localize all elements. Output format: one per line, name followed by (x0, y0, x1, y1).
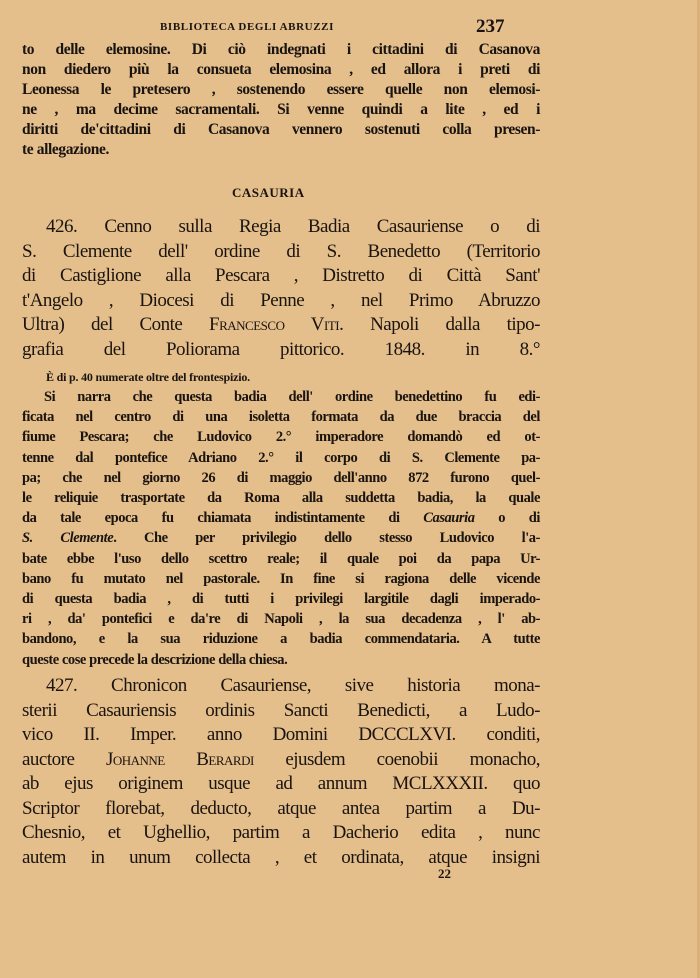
text-segment: te allegazione. (22, 141, 109, 158)
text-line (22, 313, 540, 338)
text-segment: non diedero più la consueta elemosina , ed allora i preti di (22, 61, 540, 78)
text-line (22, 427, 540, 447)
text-line (22, 609, 540, 629)
text-segment: di Castiglione alla Pescara , Distretto di Città Sant' (22, 265, 540, 286)
entry-427-citation (22, 674, 540, 870)
text-line (22, 699, 540, 724)
text-line (22, 120, 540, 140)
text-segment: vico II. Imper. anno Domini DCCCLXVI. conditi, (22, 724, 540, 745)
text-line (22, 60, 540, 80)
text-line (22, 289, 540, 314)
entry-426-description (22, 387, 540, 670)
text-segment: 426. Cenno sulla Regia Badia Casauriense o di (46, 216, 540, 237)
entry-426-citation (22, 215, 540, 362)
text-segment: ejusdem coenobii monacho, (253, 748, 540, 770)
text-segment: t'Angelo , Diocesi di Penne , nel Primo Abruzzo (22, 289, 540, 311)
text-segment: le reliquie trasportate da Roma alla suddetta badia, la quale (22, 490, 540, 507)
text-segment: sterii Casauriensis ordinis Sancti Benedicti, a Ludo- (22, 699, 540, 721)
text-segment: S. Clemente dell' ordine di S. Benedetto (Territorio (22, 240, 540, 262)
running-title: BIBLIOTECA DEGLI ABRUZZI (160, 21, 334, 33)
text-line (22, 821, 540, 846)
text-line (22, 40, 540, 60)
text-segment: bano fu mutato nel pastorale. In fine si ragiona delle vicende (22, 570, 540, 587)
text-line (22, 407, 540, 427)
text-line (22, 674, 540, 699)
text-line (22, 569, 540, 589)
text-segment: o di (474, 510, 540, 527)
text-segment: auctore (22, 748, 106, 770)
text-segment: Ultra) del Conte (22, 314, 210, 335)
text-segment: Scriptor florebat, deducto, atque antea partim a Du- (22, 797, 540, 819)
text-line (22, 589, 540, 609)
author-name: Francesco Viti (209, 314, 340, 335)
italic-text: S. Clemente (22, 530, 114, 547)
continuation-paragraph (22, 40, 540, 160)
text-segment: diritti de'cittadini di Casanova vennero sostenuti colla presen- (22, 121, 540, 138)
signature-mark: 22 (438, 866, 451, 881)
author-name: Johanne Berardi (105, 748, 254, 770)
text-line (22, 650, 540, 670)
text-segment: 427. Chronicon Casauriense, sive historia mona- (46, 675, 540, 696)
text-line (22, 468, 540, 488)
italic-text: Casauria (423, 510, 475, 527)
text-segment: Leonessa le pretesero , sostenendo essere quelle non elemosi- (22, 81, 540, 98)
text-line (22, 140, 540, 160)
text-line (22, 448, 540, 468)
page-number: 237 (476, 16, 505, 37)
text-line (22, 215, 540, 240)
text-segment: to delle elemosine. Di ciò indegnati i cittadini di Casanova (22, 41, 540, 58)
text-line (22, 846, 540, 871)
text-line (22, 723, 540, 748)
text-segment: Chesnio, et Ughellio, partim a Dacherio edita , nunc (22, 822, 540, 843)
text-line (22, 80, 540, 100)
text-line (22, 387, 540, 407)
text-line (22, 488, 540, 508)
text-segment: ab ejus originem usque ad annum MCLXXXII. quo (22, 773, 540, 794)
text-segment: fiume Pescara; che Ludovico 2.° imperadore domandò ed ot- (22, 429, 540, 446)
text-segment: . Che per privilegio dello stesso Ludovico l'a- (113, 530, 540, 547)
text-segment: Si narra che questa badia dell' ordine benedettino fu edi- (44, 389, 540, 405)
text-segment: tenne dal pontefice Adriano 2.° il corpo di S. Clemente pa- (22, 449, 540, 466)
entry-426-note: È di p. 40 numerate oltre del frontespizio. (46, 370, 250, 384)
text-line (22, 264, 540, 289)
text-segment: grafia del Poliorama pittorico. 1848. in 8.° (22, 338, 540, 360)
section-title: CASAURIA (232, 185, 305, 200)
text-line (22, 629, 540, 649)
text-segment: ri , da' pontefici e da're di Napoli , la sua decadenza , l' ab- (22, 611, 540, 628)
text-line (22, 240, 540, 265)
text-segment: queste cose precede la descrizione della chiesa. (22, 651, 288, 668)
text-line (22, 797, 540, 822)
text-line (22, 528, 540, 548)
text-segment: bandono, e la sua riduzione a badia commendataria. A tutte (22, 631, 540, 648)
text-line (22, 549, 540, 569)
text-segment: ne , ma decime sacramentali. Si venne quindi a lite , ed i (22, 101, 540, 118)
text-line (22, 508, 540, 528)
text-segment: ficata nel centro di una isoletta formata da due braccia del (22, 409, 540, 426)
text-segment: autem in unum collecta , et ordinata, atque insigni (22, 846, 540, 868)
text-segment: . Napoli dalla tipo- (339, 314, 540, 335)
text-line (22, 772, 540, 797)
text-segment: da tale epoca fu chiamata indistintamente di (22, 510, 424, 527)
text-segment: pa; che nel giorno 26 di maggio dell'anno 872 furono quel- (22, 469, 540, 486)
text-line (22, 338, 540, 363)
text-line (22, 748, 540, 773)
text-line (22, 100, 540, 120)
text-segment: bate ebbe l'uso dello scettro reale; il quale poi da papa Ur- (22, 550, 540, 567)
text-segment: di questa badia , di tutti i privilegi largitile dagli imperado- (22, 591, 540, 608)
